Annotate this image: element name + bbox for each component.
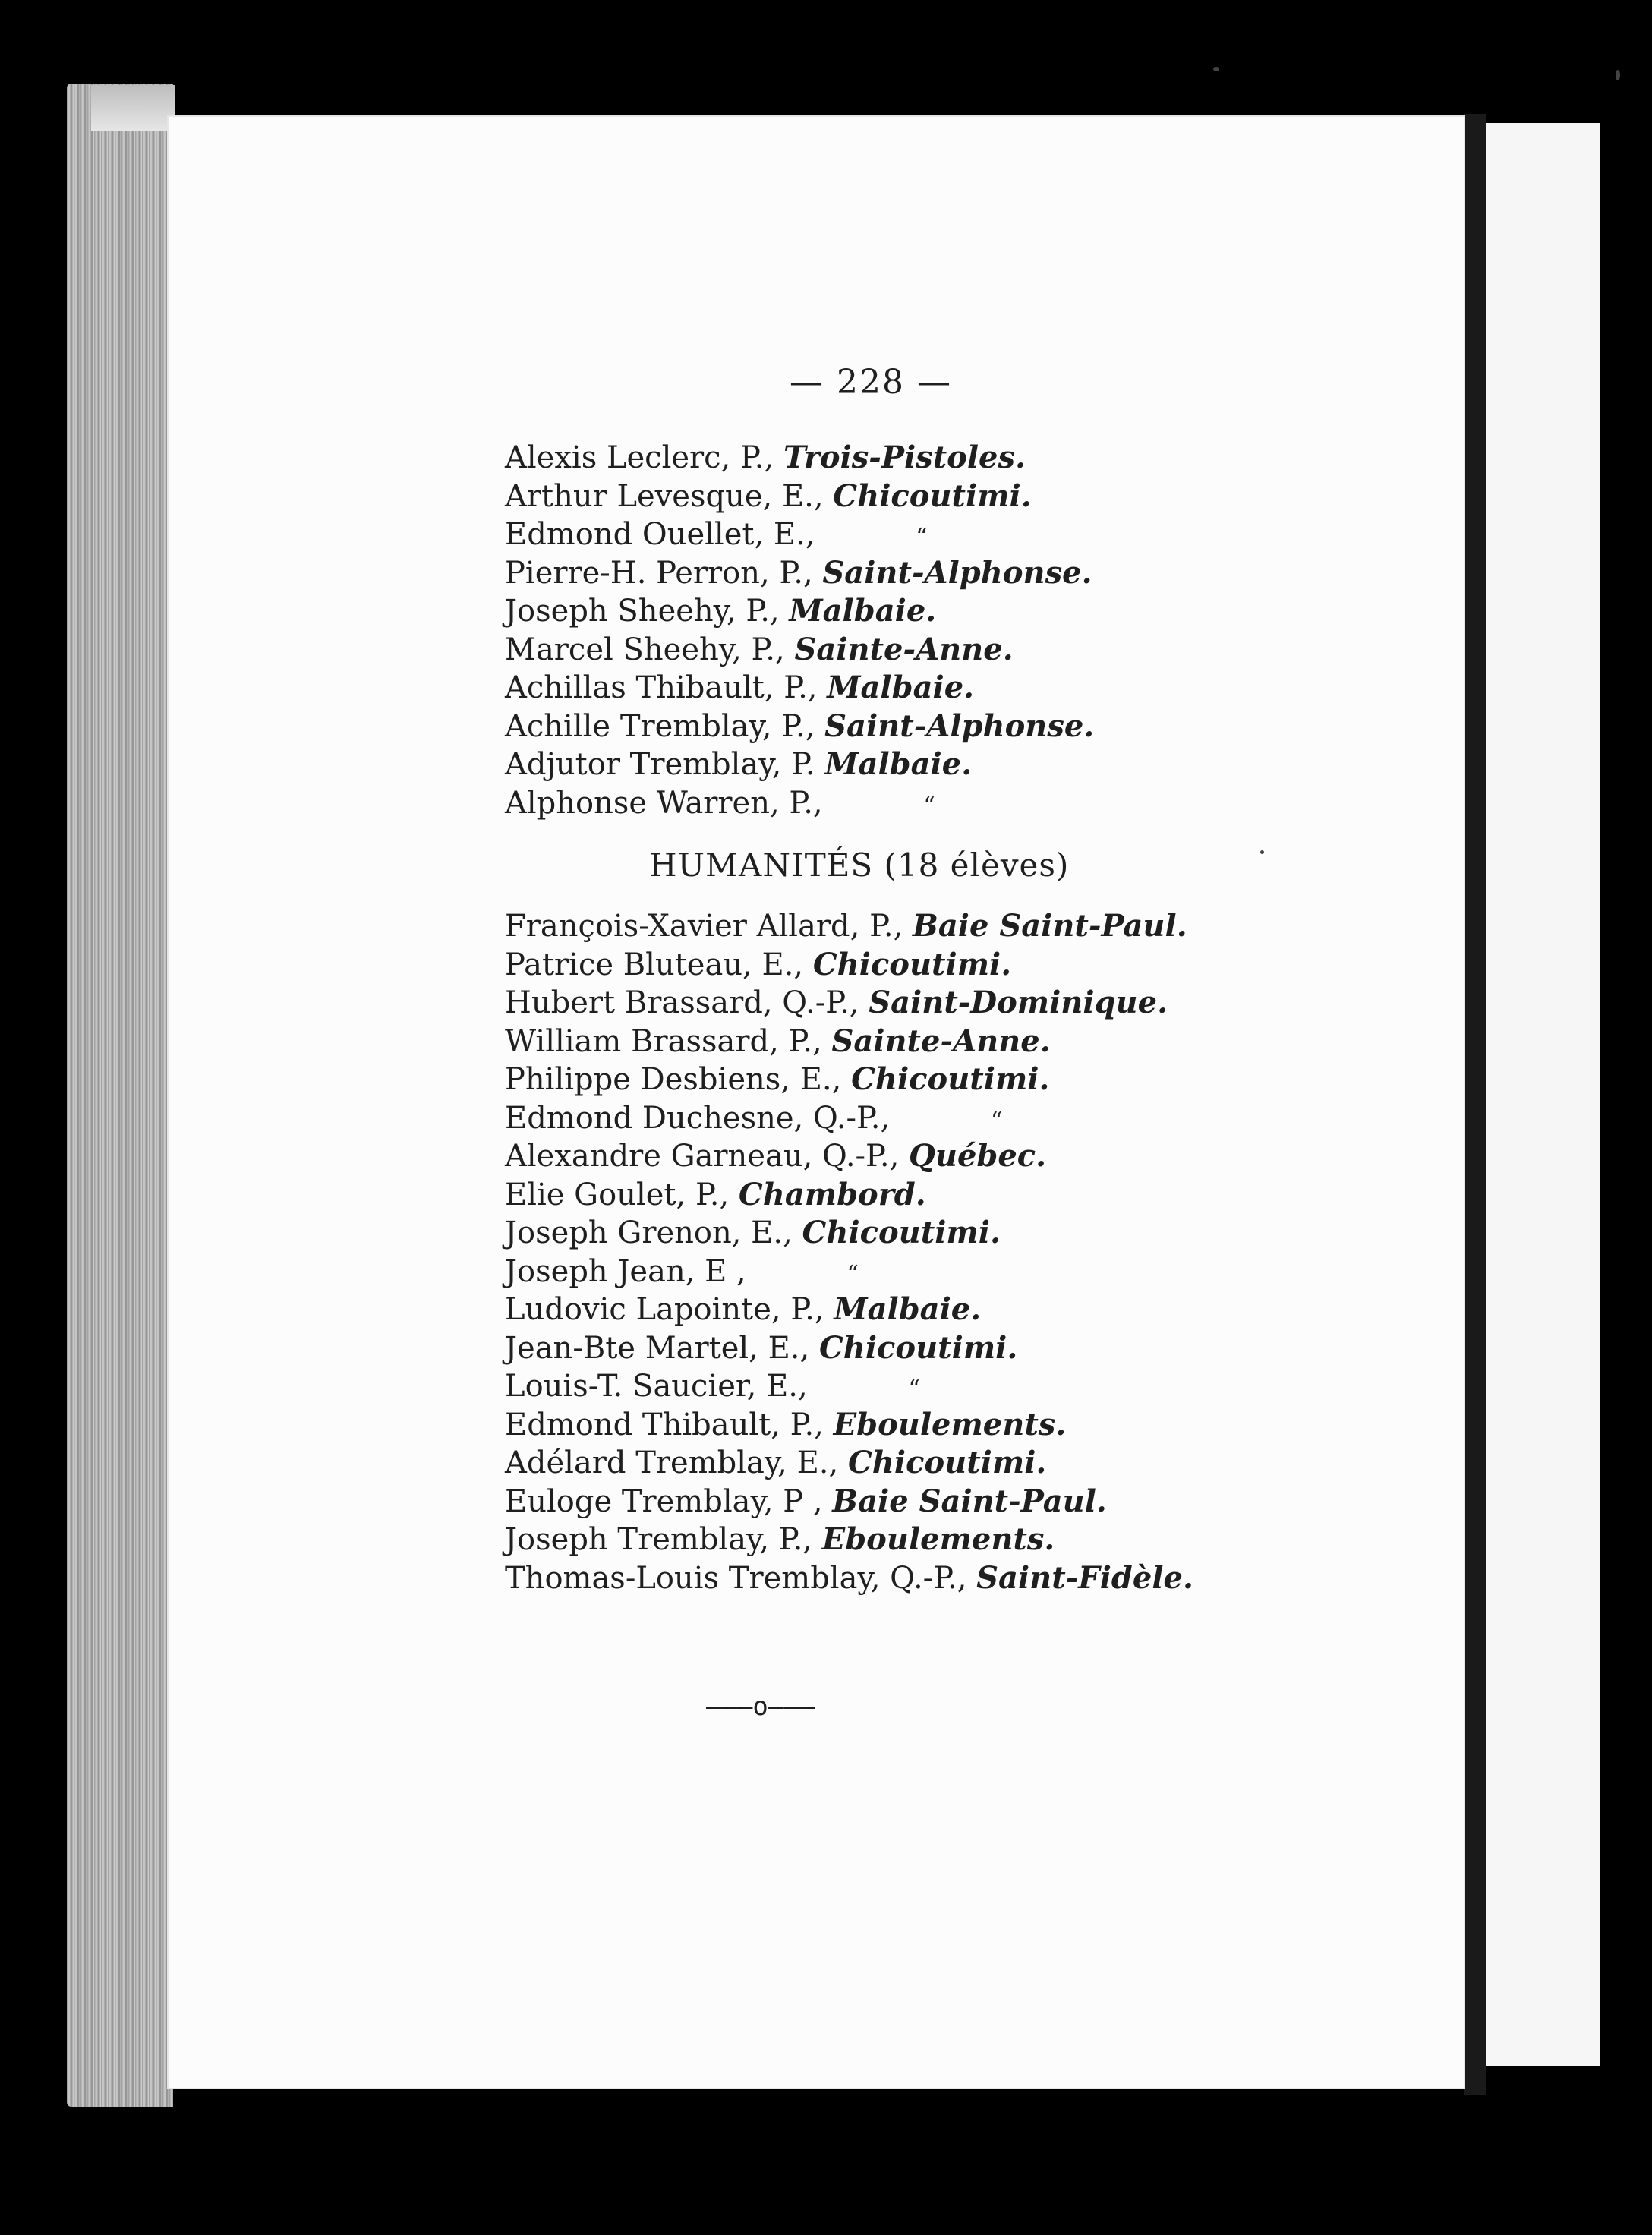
ditto-mark: “	[923, 792, 935, 819]
list-item	[505, 515, 1264, 554]
end-separator: ———o———	[706, 1691, 815, 1722]
student-place: Chambord.	[738, 1176, 926, 1212]
student-name: Achillas Thibault, P.,	[505, 670, 818, 705]
list-item	[505, 1291, 1264, 1329]
book-page-stack-top	[91, 85, 175, 131]
list-item	[505, 592, 1264, 631]
student-name: Edmond Duchesne, Q.-P.,	[505, 1100, 891, 1136]
student-place: Malbaie.	[824, 746, 973, 782]
list-item	[505, 1137, 1264, 1176]
scan-speck	[1213, 67, 1219, 71]
list-item	[505, 1559, 1264, 1598]
student-place: Eboulements.	[833, 1406, 1067, 1442]
ditto-mark: “	[908, 1376, 920, 1402]
list-item	[505, 439, 1264, 478]
student-place: Trois-Pistoles.	[783, 440, 1026, 475]
book-page-stack	[67, 84, 173, 2107]
student-name: Pierre-H. Perron, P.,	[505, 555, 813, 591]
student-name: Adélard Tremblay, E.,	[505, 1445, 839, 1480]
student-place: Saint-Alphonse.	[824, 708, 1095, 744]
list-item	[505, 1483, 1264, 1521]
ditto-mark: “	[846, 1260, 859, 1288]
list-item	[505, 708, 1264, 746]
book-gutter	[1464, 114, 1486, 2095]
student-place: Chicoutimi.	[818, 1329, 1018, 1366]
student-name: Edmond Thibault, P.,	[505, 1407, 824, 1442]
list-item	[505, 669, 1264, 708]
student-place: Chicoutimi.	[802, 1215, 1001, 1250]
student-name: Joseph Tremblay, P.,	[505, 1522, 812, 1557]
list-item	[505, 1214, 1264, 1253]
list-item	[505, 946, 1264, 985]
list-item	[505, 478, 1264, 516]
list-item	[505, 631, 1264, 670]
student-place: Saint-Fidèle.	[976, 1559, 1193, 1596]
student-name: Adjutor Tremblay, P.	[505, 747, 815, 782]
student-name: Louis-T. Saucier, E.,	[505, 1369, 808, 1404]
list-item	[505, 984, 1264, 1023]
student-place: Saint-Dominique.	[869, 985, 1168, 1020]
student-name: Philippe Desbiens, E.,	[505, 1062, 842, 1097]
student-name: Patrice Bluteau, E.,	[505, 947, 804, 982]
student-name: Marcel Sheehy, P.,	[505, 632, 785, 667]
list-item	[505, 1176, 1264, 1215]
list-item	[505, 1406, 1264, 1445]
ditto-mark: “	[990, 1107, 1003, 1134]
section-title-humanites: HUMANITÉS (18 élèves)	[649, 846, 1070, 884]
list-item	[505, 1253, 1264, 1291]
student-name: Ludovic Lapointe, P.,	[505, 1292, 824, 1327]
list-item	[505, 1521, 1264, 1559]
student-place: Sainte-Anne.	[794, 631, 1014, 667]
next-page-edge	[1486, 123, 1600, 2066]
student-place: Québec.	[909, 1138, 1047, 1174]
student-place: Sainte-Anne.	[831, 1023, 1051, 1059]
list-item	[505, 1329, 1264, 1368]
list-item	[505, 1444, 1264, 1483]
list-item	[505, 1099, 1264, 1138]
scan-speck	[1616, 70, 1620, 80]
student-name: Joseph Jean, E ,	[505, 1253, 746, 1289]
student-name: Euloge Tremblay, P ,	[505, 1483, 823, 1519]
student-name: Alexandre Garneau, Q.-P.,	[505, 1139, 900, 1174]
student-name: Arthur Levesque, E.,	[505, 478, 824, 514]
list-item	[505, 907, 1264, 946]
student-name: Joseph Grenon, E.,	[505, 1215, 793, 1250]
list-item	[505, 1367, 1264, 1406]
student-place: Malbaie.	[789, 593, 937, 629]
student-name: Alexis Leclerc, P.,	[505, 440, 774, 475]
list-item	[505, 554, 1264, 593]
first-student-list	[505, 439, 1264, 822]
student-name: François-Xavier Allard, P.,	[505, 909, 903, 944]
student-name: Hubert Brassard, Q.-P.,	[505, 985, 859, 1020]
student-place: Baie Saint-Paul.	[913, 908, 1187, 944]
student-place: Baie Saint-Paul.	[832, 1483, 1107, 1519]
student-name: Thomas-Louis Tremblay, Q.-P.,	[505, 1560, 967, 1596]
student-place: Chicoutimi.	[812, 946, 1012, 982]
student-name: Joseph Sheehy, P.,	[505, 594, 780, 629]
student-name: Elie Goulet, P.,	[505, 1177, 730, 1212]
student-name: Edmond Ouellet, E.,	[505, 517, 815, 552]
student-name: Jean-Bte Martel, E.,	[505, 1330, 810, 1366]
student-place: Eboulements.	[821, 1521, 1055, 1557]
list-item	[505, 1061, 1264, 1099]
list-item	[505, 746, 1264, 784]
student-name: Achille Tremblay, P.,	[505, 708, 815, 744]
list-item	[505, 1023, 1264, 1061]
student-place: Malbaie.	[827, 670, 975, 705]
student-place: Malbaie.	[834, 1291, 982, 1327]
ditto-mark: “	[916, 524, 928, 550]
student-place: Chicoutimi.	[851, 1061, 1050, 1097]
humanites-student-list	[505, 907, 1264, 1597]
list-item	[505, 784, 1264, 823]
student-place: Chicoutimi.	[847, 1445, 1047, 1480]
student-name: William Brassard, P.,	[505, 1023, 822, 1059]
page-number: — 228 —	[790, 363, 952, 402]
student-place: Chicoutimi.	[833, 478, 1032, 514]
scan-speck	[1260, 850, 1264, 854]
student-name: Alphonse Warren, P.,	[505, 785, 823, 821]
student-place: Saint-Alphonse.	[822, 554, 1092, 591]
